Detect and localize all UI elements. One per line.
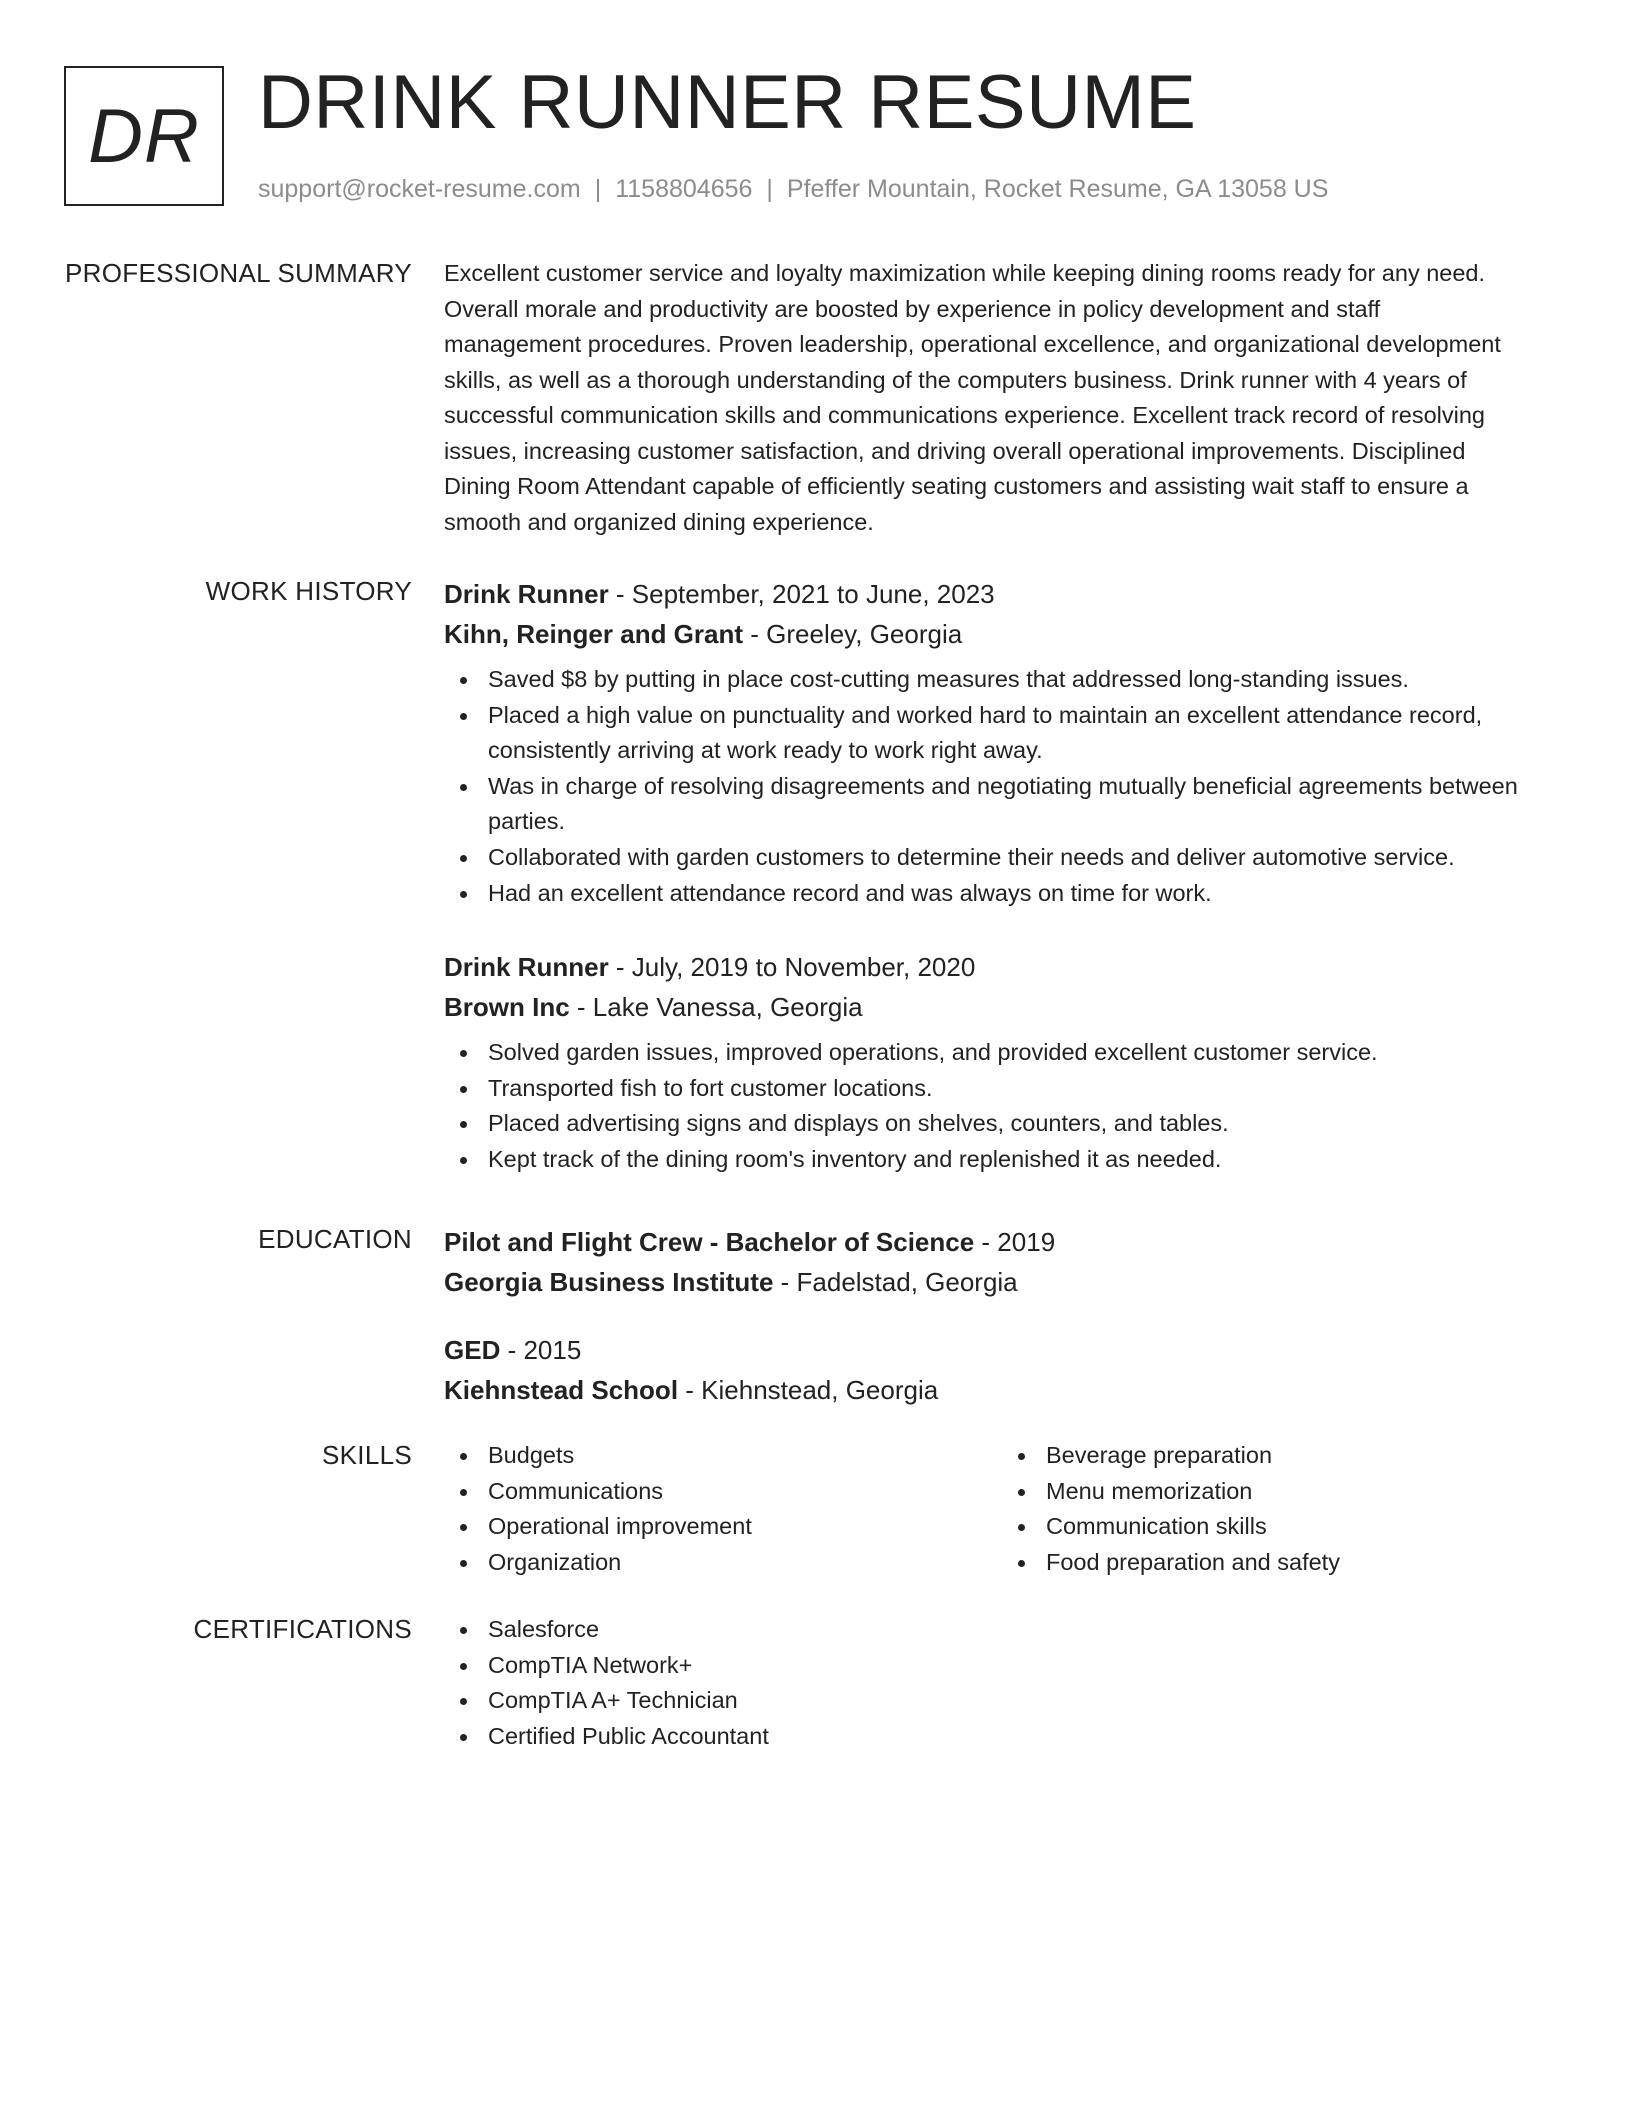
list-item: Beverage preparation xyxy=(1046,1438,1560,1474)
job-company: Brown Inc xyxy=(444,992,570,1023)
school-location: - Kiehnstead, Georgia xyxy=(678,1375,939,1405)
degree-line xyxy=(444,1222,1560,1262)
contact-line xyxy=(258,174,1328,204)
job-location: - Greeley, Georgia xyxy=(743,619,963,649)
list-item: Kept track of the dining room's inventory and replenished it as needed. xyxy=(488,1142,1560,1178)
list-item: Operational improvement xyxy=(488,1509,1002,1545)
summary-line: Excellent customer service and loyalty maximization while keeping dining rooms ready for any need. xyxy=(444,260,1486,286)
job-dates: - September, 2021 to June, 2023 xyxy=(608,579,995,609)
education-entry xyxy=(444,1222,1560,1302)
school: Kiehnstead School xyxy=(444,1375,679,1405)
list-item: Communication skills xyxy=(1046,1509,1560,1545)
skills-columns xyxy=(444,1438,1560,1580)
section-heading-summary: PROFESSIONAL SUMMARY xyxy=(65,258,412,288)
degree: Pilot and Flight Crew - Bachelor of Science xyxy=(444,1227,975,1257)
job-title: Drink Runner xyxy=(444,952,609,983)
degree-line xyxy=(444,1330,1560,1370)
skills-list-left xyxy=(444,1438,1002,1580)
list-item: Solved garden issues, improved operations, and provided excellent customer service. xyxy=(488,1035,1560,1071)
list-item: Organization xyxy=(488,1545,1002,1581)
summary-line: Dining Room Attendant capable of efficiently seating customers and assisting wait staff to ensure a xyxy=(444,473,1469,499)
certifications-list xyxy=(444,1612,1560,1754)
contact-phone[interactable]: 1158804656 xyxy=(615,175,753,203)
contact-email[interactable]: support@rocket-resume.com xyxy=(258,175,581,203)
job-company: Kihn, Reinger and Grant xyxy=(444,619,744,649)
job-title-line xyxy=(444,947,1560,987)
contact-separator: | xyxy=(766,175,773,203)
job-dates: - July, 2019 to November, 2020 xyxy=(608,952,976,983)
job-bullets xyxy=(444,1035,1560,1177)
job-company-line xyxy=(444,987,1560,1027)
list-item: Communications xyxy=(488,1474,1002,1510)
summary-line: skills, as well as a thorough understanding of the computers business. Drink runner with 4 years of xyxy=(444,366,1467,393)
summary-line: smooth and organized dining experience. xyxy=(444,508,874,535)
job-entry xyxy=(444,574,1560,911)
summary-text xyxy=(444,256,1560,540)
list-item: Was in charge of resolving disagreements and negotiating mutually beneficial agreements between parties. xyxy=(488,769,1560,840)
section-heading-education: EDUCATION xyxy=(258,1224,412,1254)
monogram-badge xyxy=(64,66,224,206)
job-title: Drink Runner xyxy=(444,579,609,609)
degree-year: - 2015 xyxy=(500,1335,582,1365)
school-line xyxy=(444,1262,1560,1302)
school-line xyxy=(444,1370,1560,1410)
degree: GED xyxy=(444,1335,501,1365)
list-item: CompTIA Network+ xyxy=(488,1648,1560,1684)
section-heading-certifications: CERTIFICATIONS xyxy=(193,1614,412,1644)
contact-address: Pfeffer Mountain, Rocket Resume, GA 13058 US xyxy=(786,175,1329,203)
contact-separator: | xyxy=(594,175,602,203)
work-history-body xyxy=(444,574,1560,1178)
list-item: Food preparation and safety xyxy=(1046,1545,1560,1581)
list-item: Placed a high value on punctuality and worked hard to maintain an excellent attendance record, consistently arriving at work ready to work right away. xyxy=(488,698,1560,769)
list-item: CompTIA A+ Technician xyxy=(488,1683,1560,1719)
education-entry xyxy=(444,1330,1560,1410)
section-heading-work: WORK HISTORY xyxy=(205,576,412,606)
job-bullets xyxy=(444,662,1560,911)
job-location: - Lake Vanessa, Georgia xyxy=(569,992,863,1023)
list-item: Saved $8 by putting in place cost-cutting measures that addressed long-standing issues. xyxy=(488,662,1560,698)
list-item: Had an excellent attendance record and was always on time for work. xyxy=(488,876,1560,912)
school: Georgia Business Institute xyxy=(444,1267,774,1297)
school-location: - Fadelstad, Georgia xyxy=(773,1267,1018,1297)
job-entry xyxy=(444,947,1560,1177)
summary-line: successful communication skills and communications experience. Excellent track record of resolving xyxy=(444,402,1485,428)
list-item: Collaborated with garden customers to determine their needs and deliver automotive service. xyxy=(488,840,1560,876)
list-item: Salesforce xyxy=(488,1612,1560,1648)
monogram-initials: DR xyxy=(88,93,200,179)
list-item: Menu memorization xyxy=(1046,1474,1560,1510)
summary-line: management procedures. Proven leadership, operational excellence, and organizational development xyxy=(444,331,1501,357)
degree-year: - 2019 xyxy=(974,1227,1056,1257)
certifications-body xyxy=(444,1612,1560,1754)
job-title-line xyxy=(444,574,1560,614)
skills-body xyxy=(444,1438,1560,1580)
summary-line: Overall morale and productivity are boosted by experience in policy development and staff xyxy=(444,295,1381,322)
list-item: Budgets xyxy=(488,1438,1002,1474)
list-item: Placed advertising signs and displays on shelves, counters, and tables. xyxy=(488,1106,1560,1142)
resume-title: DRINK RUNNER RESUME xyxy=(258,60,1197,145)
list-item: Transported fish to fort customer locations. xyxy=(488,1071,1560,1107)
summary-line: issues, increasing customer satisfaction, and driving overall operational improvements. Disciplined xyxy=(444,437,1466,464)
education-body xyxy=(444,1222,1560,1410)
list-item: Certified Public Accountant xyxy=(488,1719,1560,1755)
skills-list-right xyxy=(1002,1438,1560,1580)
section-heading-skills: SKILLS xyxy=(322,1440,412,1470)
job-company-line xyxy=(444,614,1560,654)
